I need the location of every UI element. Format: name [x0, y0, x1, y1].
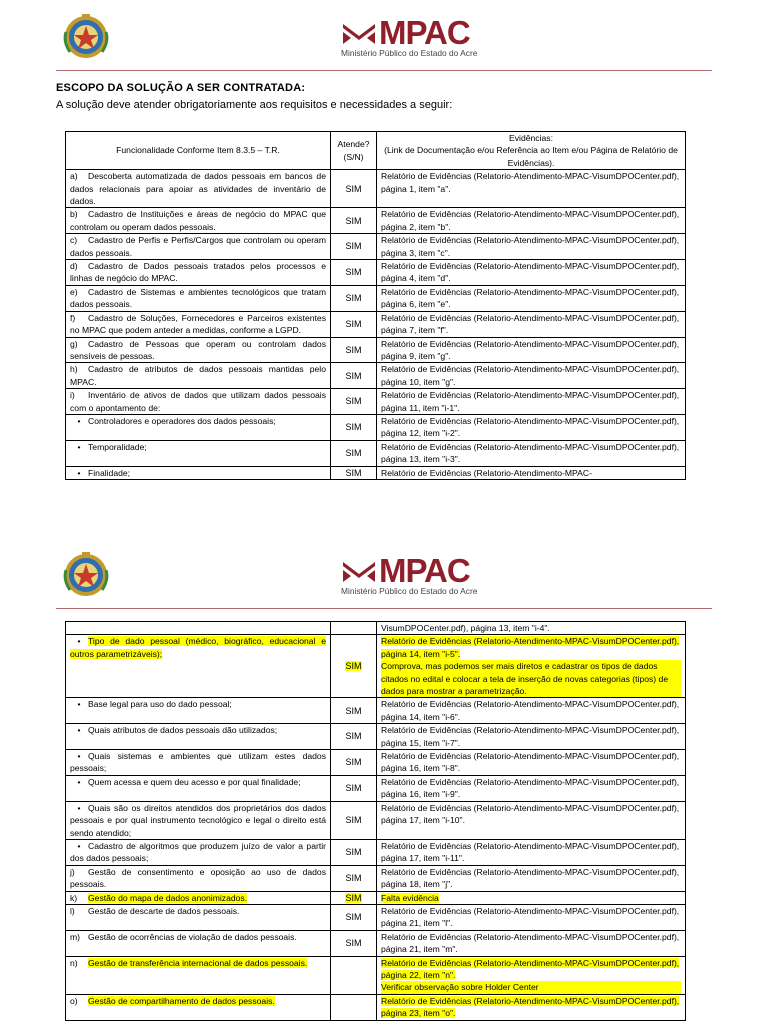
- cell-functionality: [66, 724, 331, 750]
- cell-atende: [331, 865, 377, 891]
- item-label: l): [70, 905, 75, 916]
- item-text: Gestão de consentimento e oposição ao uso de dados pessoais.: [70, 866, 326, 890]
- header-evidences: [377, 132, 686, 170]
- table-row: [66, 363, 686, 389]
- evidence-note: Verificar observação sobre Holder Center: [381, 981, 681, 993]
- cell-functionality: [66, 698, 331, 724]
- evidence-text: Relatório de Evidências (Relatorio-Atendimento-MPAC-VisumDPOCenter.pdf), página 17, item "i-11".: [381, 840, 680, 864]
- cell-atende: [331, 839, 377, 865]
- table-row: [66, 930, 686, 956]
- cell-evidence: [377, 994, 686, 1020]
- item-text: Gestão de ocorrências de violação de dados pessoais.: [88, 931, 297, 942]
- cell-evidence-continued: VisumDPOCenter.pdf), página 13, item "i-4".: [377, 622, 686, 635]
- header-rule: [56, 70, 712, 71]
- evidence-text: Relatório de Evidências (Relatorio-Atendimento-MPAC-VisumDPOCenter.pdf), página 23, item "o".: [381, 995, 680, 1019]
- evidence-text: Relatório de Evidências (Relatorio-Atendimento-MPAC-VisumDPOCenter.pdf), página 22, item "n".: [381, 957, 680, 980]
- cell-evidence: [377, 698, 686, 724]
- cell-evidence: [377, 956, 686, 994]
- item-label: f): [70, 312, 76, 323]
- cell-atende: [331, 466, 377, 479]
- item-text: Cadastro de Soluções, Fornecedores e Parceiros existentes no MPAC que podem anteder a medidas, conforme a LGPD.: [70, 312, 326, 336]
- item-label: o): [70, 995, 78, 1006]
- item-text: Gestão de descarte de dados pessoais.: [88, 905, 240, 916]
- table-body-page1: [66, 170, 686, 480]
- cell-functionality: [66, 170, 331, 208]
- item-label: m): [70, 931, 81, 942]
- cell-atende: [331, 389, 377, 415]
- item-text: Quais atributos de dados pessoais dão utilizados;: [88, 725, 278, 736]
- table-row: [66, 170, 686, 208]
- evidence-text: Relatório de Evidências (Relatorio-Atendimento-MPAC-VisumDPOCenter.pdf), página 17, item "i-10".: [381, 802, 680, 826]
- cell-evidence: [377, 750, 686, 776]
- cell-functionality: [66, 440, 331, 466]
- atende-value: SIM: [345, 215, 362, 226]
- header-evidences-desc: (Link de Documentação e/ou Referência ao Item e/ou Página de Relatório de Evidências).: [384, 145, 678, 168]
- evidence-text: Relatório de Evidências (Relatorio-Atendimento-MPAC-VisumDPOCenter.pdf), página 1, item "a".: [381, 171, 680, 194]
- atende-value: SIM: [345, 344, 362, 355]
- cell-empty: [66, 622, 331, 635]
- evidence-text: Relatório de Evidências (Relatorio-Atendimento-MPAC-VisumDPOCenter.pdf), página 14, item "i-5".: [381, 636, 680, 659]
- item-text: Cadastro de atributos de dados pessoais mantidas pelo MPAC.: [70, 364, 326, 387]
- evidence-text: Relatório de Evidências (Relatorio-Atendimento-MPAC-VisumDPOCenter.pdf), página 18, item "j".: [381, 866, 680, 890]
- table-row: [66, 414, 686, 440]
- cell-functionality: [66, 208, 331, 234]
- cell-atende: [331, 208, 377, 234]
- cell-atende: [331, 956, 377, 994]
- table-row: [66, 775, 686, 801]
- cell-atende: [331, 775, 377, 801]
- item-text: Gestão do mapa de dados anonimizados.: [88, 892, 248, 903]
- evidence-text: Relatório de Evidências (Relatorio-Atendimento-MPAC-VisumDPOCenter.pdf), página 12, item "i-2".: [381, 415, 680, 439]
- item-text: Gestão de compartilhamento de dados pessoais.: [88, 995, 275, 1006]
- cell-functionality: [66, 801, 331, 839]
- table-row: [66, 440, 686, 466]
- atende-value: SIM: [345, 892, 362, 903]
- cell-evidence: [377, 801, 686, 839]
- cell-functionality: [66, 337, 331, 363]
- table-body-page2: [66, 622, 686, 1021]
- table-row: [66, 801, 686, 839]
- cell-atende: [331, 724, 377, 750]
- cell-functionality: [66, 891, 331, 904]
- evidence-text: Relatório de Evidências (Relatorio-Atendimento-MPAC-VisumDPOCenter.pdf), página 21, item "m".: [381, 931, 680, 955]
- logo-text: MPAC: [379, 14, 470, 51]
- cell-atende: [331, 750, 377, 776]
- item-label: •: [77, 699, 81, 710]
- acre-coat-of-arms-icon: [62, 550, 110, 600]
- cell-atende: [331, 285, 377, 311]
- item-label: i): [70, 390, 75, 401]
- cell-functionality: [66, 994, 331, 1020]
- item-text: Inventário de ativos de dados que utilizam dados pessoais com o apontamento de:: [70, 390, 326, 413]
- table-row: [66, 904, 686, 930]
- item-label: •: [77, 802, 81, 813]
- item-text: Cadastro de Pessoas que operam ou controlam dados sensíveis de pessoas.: [70, 338, 326, 361]
- item-label: •: [77, 776, 81, 787]
- item-text: Descoberta automatizada de dados pessoais em bancos de dados relacionais para apoiar as atividades de inventário de dados.: [70, 171, 326, 207]
- table-row: [66, 724, 686, 750]
- item-text: Controladores e operadores dos dados pessoais;: [88, 415, 276, 426]
- atende-value: SIM: [345, 447, 362, 458]
- evidence-text: Relatório de Evidências (Relatorio-Atendimento-MPAC-VisumDPOCenter.pdf), página 2, item "b".: [381, 209, 680, 232]
- cell-evidence: [377, 635, 686, 698]
- evidence-text: Relatório de Evidências (Relatorio-Atendimento-MPAC-VisumDPOCenter.pdf), página 16, item "i-8".: [381, 751, 680, 774]
- item-text: Cadastro de algoritmos que produzem juízo de valor a partir dos dados pessoais;: [70, 840, 326, 864]
- table-row-continuation: [66, 622, 686, 635]
- table-row: [66, 337, 686, 363]
- evidence-note: Comprova, mas podemos ser mais diretos e cadastrar os tipos de dados citados no edital e colocar a tela de inserção de novas categorias (tipos) de dados para mostrar a parametrização.: [381, 660, 681, 697]
- table-row: [66, 698, 686, 724]
- atende-value: SIM: [345, 757, 362, 768]
- item-label: c): [70, 235, 78, 246]
- logo-text: MPAC: [379, 552, 470, 589]
- item-text: Temporalidade;: [88, 441, 147, 452]
- atende-value: SIM: [345, 293, 362, 304]
- evidence-text: Relatório de Evidências (Relatorio-Atendimento-MPAC-VisumDPOCenter.pdf), página 21, item "l".: [381, 905, 680, 929]
- evidence-text: Relatório de Evidências (Relatorio-Atendimento-MPAC-VisumDPOCenter.pdf), página 10, item "g".: [381, 364, 680, 387]
- cell-functionality: [66, 865, 331, 891]
- cell-evidence: [377, 466, 686, 479]
- cell-functionality: [66, 904, 331, 930]
- mpac-logo: [341, 552, 478, 600]
- cell-evidence: [377, 389, 686, 415]
- cell-functionality: [66, 311, 331, 337]
- requirements-table: [65, 131, 686, 480]
- cell-evidence: [377, 414, 686, 440]
- cell-functionality: [66, 260, 331, 286]
- atende-value: SIM: [345, 370, 362, 381]
- evidence-text: Falta evidência: [381, 892, 439, 903]
- mpac-logo: [341, 14, 478, 62]
- item-label: •: [77, 751, 81, 762]
- table-row: [66, 750, 686, 776]
- table-row: [66, 311, 686, 337]
- atende-value: SIM: [345, 396, 362, 407]
- cell-atende: [331, 337, 377, 363]
- section-intro: A solução deve atender obrigatoriamente aos requisitos e necessidades a seguir:: [56, 99, 453, 111]
- evidence-text: Relatório de Evidências (Relatorio-Atendimento-MPAC-VisumDPOCenter.pdf), página 7, item "f".: [381, 312, 680, 336]
- table-row: [66, 260, 686, 286]
- evidence-text: Relatório de Evidências (Relatorio-Atendimento-MPAC-VisumDPOCenter.pdf), página 4, item "d".: [381, 261, 680, 284]
- item-label: •: [77, 467, 81, 478]
- cell-evidence: [377, 285, 686, 311]
- item-text: Cadastro de Instituições e áreas de negócio do MPAC que controlam ou operam dados pessoais.: [70, 209, 326, 232]
- cell-atende: [331, 698, 377, 724]
- item-label: d): [70, 261, 78, 272]
- evidence-text: Relatório de Evidências (Relatorio-Atendimento-MPAC-VisumDPOCenter.pdf), página 14, item "i-6".: [381, 699, 680, 722]
- cell-evidence: [377, 891, 686, 904]
- atende-value: SIM: [345, 912, 362, 923]
- evidence-text: Relatório de Evidências (Relatorio-Atendimento-MPAC-VisumDPOCenter.pdf), página 3, item "c".: [381, 235, 680, 258]
- cell-atende: [331, 930, 377, 956]
- table-row: [66, 234, 686, 260]
- atende-value: SIM: [345, 318, 362, 329]
- cell-functionality: [66, 389, 331, 415]
- atende-value: SIM: [345, 847, 362, 858]
- item-label: e): [70, 286, 78, 297]
- atende-value: SIM: [345, 183, 362, 194]
- cell-functionality: [66, 930, 331, 956]
- table-row: [66, 389, 686, 415]
- item-text: Finalidade;: [88, 467, 131, 478]
- cell-evidence: [377, 440, 686, 466]
- cell-atende: [331, 440, 377, 466]
- cell-atende: [331, 801, 377, 839]
- atende-value: SIM: [345, 705, 362, 716]
- item-text: Gestão de transferência internacional de dados pessoais.: [88, 957, 308, 968]
- cell-evidence: [377, 234, 686, 260]
- cell-evidence: [377, 337, 686, 363]
- header-atende: Atende? (S/N): [331, 132, 377, 170]
- item-label: g): [70, 338, 78, 349]
- evidence-text: Relatório de Evidências (Relatorio-Atendimento-MPAC-VisumDPOCenter.pdf), página 13, item "i-3".: [381, 441, 680, 465]
- cell-atende: [331, 170, 377, 208]
- atende-value: SIM: [345, 267, 362, 278]
- cell-functionality: [66, 363, 331, 389]
- evidence-text: Relatório de Evidências (Relatorio-Atendimento-MPAC-VisumDPOCenter.pdf), página 6, item "e".: [381, 286, 680, 310]
- item-text: Base legal para uso do dado pessoal;: [88, 699, 232, 710]
- cell-evidence: [377, 170, 686, 208]
- item-label: •: [77, 415, 81, 426]
- item-text: Quais sistemas e ambientes que utilizam estes dados pessoais;: [70, 751, 326, 774]
- cell-evidence: [377, 363, 686, 389]
- cell-functionality: [66, 956, 331, 994]
- table-row: [66, 956, 686, 994]
- cell-evidence: [377, 724, 686, 750]
- cell-atende: [331, 414, 377, 440]
- header-evidences-title: Evidências:: [509, 133, 553, 143]
- cell-evidence: [377, 260, 686, 286]
- item-label: •: [77, 636, 81, 647]
- table-row: [66, 208, 686, 234]
- cell-atende: [331, 311, 377, 337]
- table-row: [66, 891, 686, 904]
- mpac-logo-mark-icon: [341, 22, 377, 46]
- cell-atende: [331, 260, 377, 286]
- logo-subtitle: Ministério Público do Estado do Acre: [341, 586, 478, 596]
- item-label: b): [70, 209, 78, 220]
- item-text: Tipo de dado pessoal (médico, biográfico, educacional e outros parametrizáveis);: [70, 636, 326, 659]
- evidence-text: Relatório de Evidências (Relatorio-Atendimento-MPAC-VisumDPOCenter.pdf), página 15, item "i-7".: [381, 725, 680, 748]
- atende-value: SIM: [345, 937, 362, 948]
- cell-empty: [331, 622, 377, 635]
- cell-atende: [331, 363, 377, 389]
- cell-atende: [331, 994, 377, 1020]
- cell-evidence: [377, 930, 686, 956]
- page-gap: [0, 524, 768, 538]
- cell-functionality: [66, 635, 331, 698]
- header-rule: [56, 608, 712, 609]
- cell-functionality: [66, 285, 331, 311]
- atende-value: SIM: [345, 241, 362, 252]
- atende-value: SIM: [345, 467, 362, 478]
- cell-functionality: [66, 414, 331, 440]
- table-row: [66, 285, 686, 311]
- cell-evidence: [377, 865, 686, 891]
- cell-evidence: [377, 311, 686, 337]
- atende-value: SIM: [345, 661, 362, 672]
- atende-value: SIM: [345, 422, 362, 433]
- atende-value: SIM: [345, 872, 362, 883]
- table-row: [66, 466, 686, 479]
- atende-value: SIM: [345, 731, 362, 742]
- evidence-text: Relatório de Evidências (Relatorio-Atendimento-MPAC-VisumDPOCenter.pdf), página 16, item "i-9".: [381, 776, 680, 800]
- atende-value: SIM: [345, 815, 362, 826]
- mpac-logo-mark-icon: [341, 560, 377, 584]
- evidence-text: Relatório de Evidências (Relatorio-Atendimento-MPAC-VisumDPOCenter.pdf), página 11, item "i-1".: [381, 390, 680, 413]
- cell-atende: [331, 891, 377, 904]
- item-text: Cadastro de Dados pessoais tratados pelos processos e linhas de negócio do MPAC.: [70, 261, 326, 284]
- evidence-text: Relatório de Evidências (Relatorio-Atendimento-MPAC-: [381, 467, 592, 478]
- table-row: [66, 839, 686, 865]
- cell-functionality: [66, 750, 331, 776]
- item-text: Quais são os direitos atendidos dos proprietários dos dados pessoais e por qual instrumento tecnológico e legal o direito está sendo atendido;: [70, 802, 326, 838]
- cell-evidence: [377, 208, 686, 234]
- requirements-table-continued: [65, 621, 686, 1021]
- cell-functionality: [66, 466, 331, 479]
- item-label: •: [77, 840, 81, 851]
- document-page-2: [0, 538, 768, 1024]
- header-functionality: Funcionalidade Conforme Item 8.3.5 – T.R.: [66, 132, 331, 170]
- item-text: Cadastro de Perfis e Perfis/Cargos que controlam ou operam dados pessoais.: [70, 235, 326, 258]
- evidence-text: Relatório de Evidências (Relatorio-Atendimento-MPAC-VisumDPOCenter.pdf), página 9, item "g".: [381, 338, 680, 361]
- item-label: •: [77, 441, 81, 452]
- table-header-row: [66, 132, 686, 170]
- cell-functionality: [66, 839, 331, 865]
- item-label: n): [70, 957, 78, 968]
- item-label: k): [70, 892, 78, 903]
- item-label: j): [70, 866, 75, 877]
- cell-atende: [331, 635, 377, 698]
- acre-coat-of-arms-icon: [62, 12, 110, 62]
- item-label: a): [70, 171, 78, 182]
- item-text: Quem acessa e quem deu acesso e por qual finalidade;: [88, 776, 301, 787]
- cell-functionality: [66, 234, 331, 260]
- table-row: [66, 635, 686, 698]
- table-row: [66, 865, 686, 891]
- item-label: •: [77, 725, 81, 736]
- table-row: [66, 994, 686, 1020]
- cell-evidence: [377, 904, 686, 930]
- item-label: h): [70, 364, 78, 375]
- cell-evidence: [377, 775, 686, 801]
- cell-atende: [331, 904, 377, 930]
- atende-value: SIM: [345, 783, 362, 794]
- section-heading: ESCOPO DA SOLUÇÃO A SER CONTRATADA:: [56, 82, 306, 94]
- item-text: Cadastro de Sistemas e ambientes tecnológicos que tratam dados pessoais.: [70, 286, 326, 310]
- cell-atende: [331, 234, 377, 260]
- cell-functionality: [66, 775, 331, 801]
- logo-subtitle: Ministério Público do Estado do Acre: [341, 48, 478, 58]
- cell-evidence: [377, 839, 686, 865]
